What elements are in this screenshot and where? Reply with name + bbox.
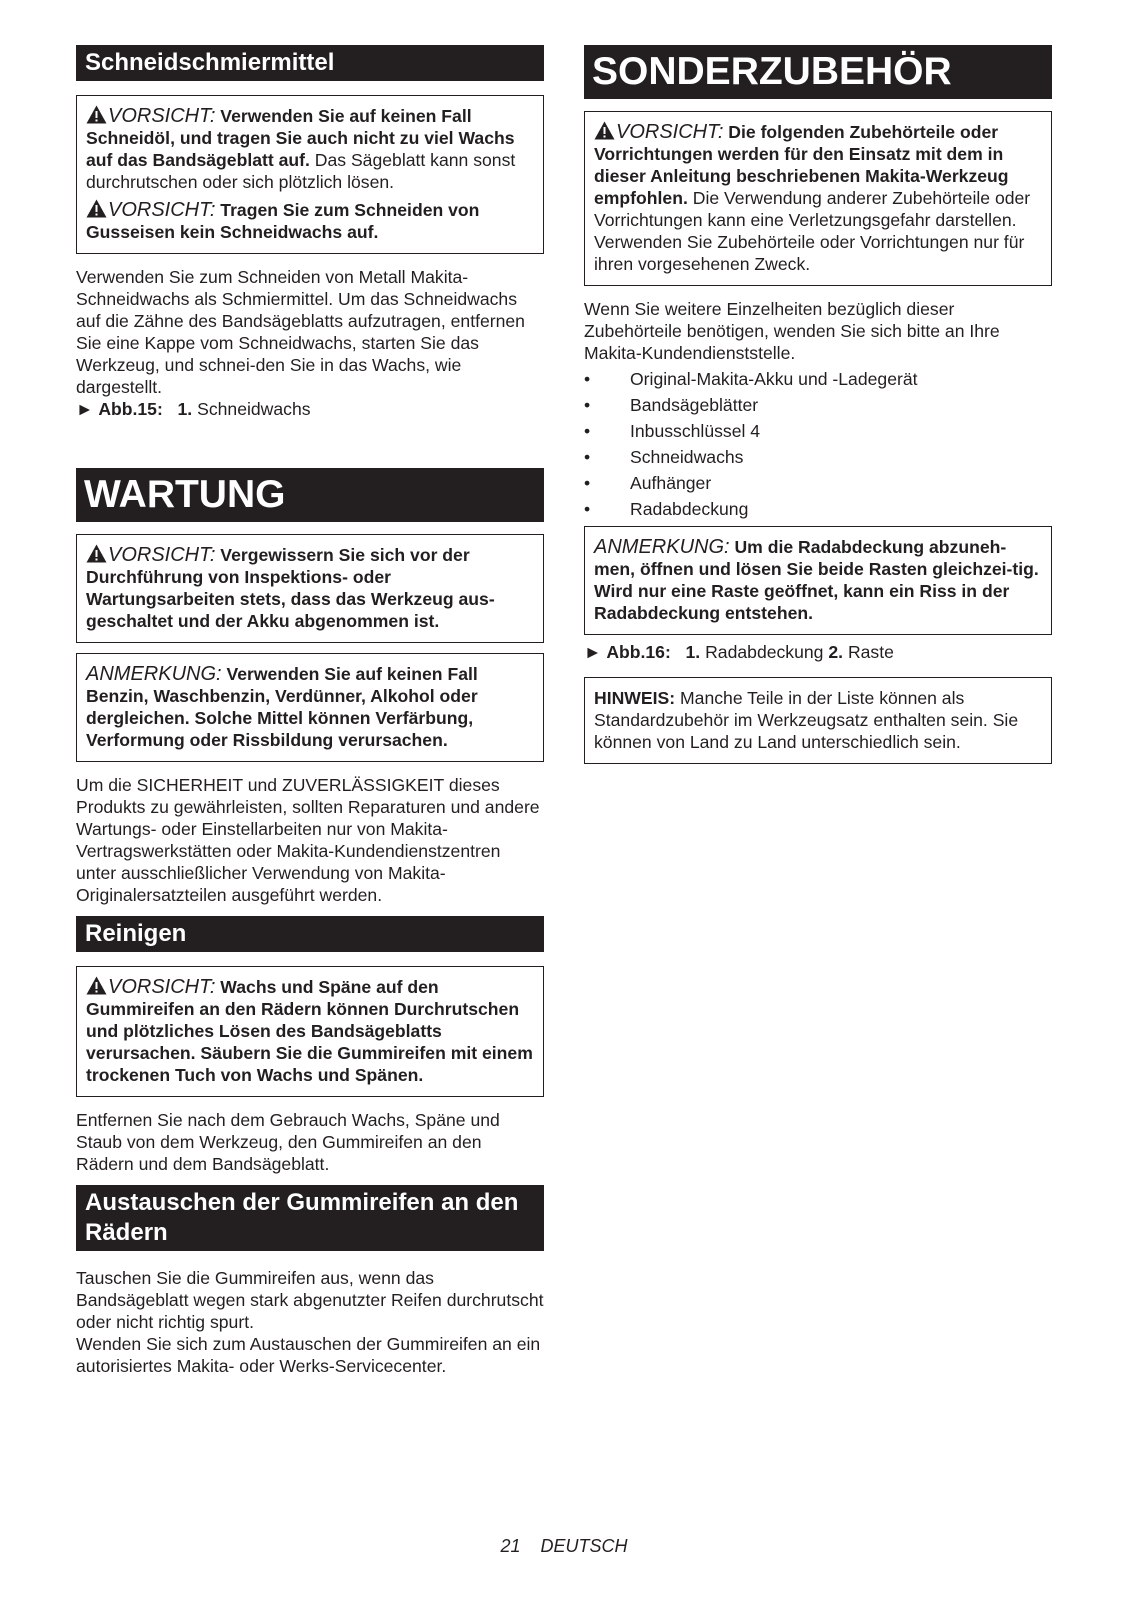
footer-language: DEUTSCH xyxy=(540,1536,628,1556)
figure-reference-16 xyxy=(584,641,1052,663)
caution-text-bold: Tragen Sie zum Schneiden von Gusseisen kein Schneidwachs auf. xyxy=(86,200,480,242)
section-title-schneidschmiermittel: Schneidschmiermittel xyxy=(76,45,544,81)
paragraph-wartung: Um die SICHERHEIT und ZUVERLÄSSIGKEIT dieses Produkts zu gewährleisten, sollten Reparaturen und andere Wartungs- oder Einstellarbeiten nur von Makita-Vertragswerkstätten oder Makita-Kundendienstzentren unter ausschließlicher Verwendung von Makita-Originalersatzteilen ausgeführt werden. xyxy=(76,775,540,905)
page-number: 21 xyxy=(500,1536,521,1556)
figure-item-text: Schneidwachs xyxy=(197,399,311,419)
paragraph-schneidwachs: Verwenden Sie zum Schneiden von Metall Makita-Schneidwachs als Schmiermittel. Um das Schneidwachs auf die Zähne des Bandsägeblatts aufzutragen, entfernen Sie eine Kappe vom Schneidwachs, starten Sie das Werkzeug, und schnei-den Sie in das Wachs, wie dargestellt. xyxy=(76,267,525,397)
caution-label: VORSICHT: xyxy=(108,976,216,998)
section-title-reinigen: Reinigen xyxy=(76,916,544,952)
caution-label: VORSICHT: xyxy=(616,121,724,143)
section-title-wartung: WARTUNG xyxy=(76,468,544,522)
warning-triangle-icon xyxy=(86,544,107,563)
warning-triangle-icon xyxy=(86,199,107,218)
note-text-bold: Um die Radabdeckung abzuneh-men, öffnen und lösen Sie beide Rasten gleichzei-tig. Wird nur eine Raste geöffnet, kann ein Riss in der Radabdeckung entstehen. xyxy=(594,537,1039,623)
hint-label: HINWEIS: xyxy=(594,688,676,708)
section-title-austauschen: Austauschen der Gummireifen an den Rädern xyxy=(76,1185,544,1251)
list-item: • Aufhänger xyxy=(584,470,1052,496)
note-label: ANMERKUNG: xyxy=(594,536,730,558)
paragraph-austauschen-2: Wenden Sie sich zum Austauschen der Gummireifen an ein autorisiertes Makita- oder Werks-Servicecenter. xyxy=(76,1334,541,1376)
note-box-1 xyxy=(76,653,544,762)
paragraph-accessories-intro: Wenn Sie weitere Einzelheiten bezüglich dieser Zubehörteile benötigen, wenden Sie sich bitte an Ihre Makita-Kundendienststelle. xyxy=(584,299,1000,363)
list-item: • Original-Makita-Akku und -Ladegerät xyxy=(584,366,1052,392)
warning-triangle-icon xyxy=(86,976,107,995)
page-footer xyxy=(0,1536,1128,1557)
caution-text-bold: Verwenden Sie auf keinen Fall Schneidöl, und tragen Sie auch nicht zu viel Wachs auf das Bandsägeblatt auf. xyxy=(86,106,515,170)
list-item: • Bandsägeblätter xyxy=(584,392,1052,418)
list-item: • Inbusschlüssel 4 xyxy=(584,418,1052,444)
note-label: ANMERKUNG: xyxy=(86,663,222,685)
caution-text: Die Verwendung anderer Zubehörteile oder Vorrichtungen kann eine Verletzungsgefahr darstellen. Verwenden Sie Zubehörteile oder Vorrichtungen nur für ihren vorgesehenen Zweck. xyxy=(594,188,1031,274)
caution-box-4 xyxy=(76,966,544,1097)
figure-item-number: 1. xyxy=(177,399,193,419)
figure-item-text: Radabdeckung xyxy=(705,642,824,662)
hint-text: Manche Teile in der Liste können als Standardzubehör im Werkzeugsatz enthalten sein. Sie können von Land zu Land unterschiedlich sein. xyxy=(594,688,1019,752)
left-column xyxy=(76,45,544,1377)
accessories-list xyxy=(584,366,1052,522)
list-item: • Schneidwachs xyxy=(584,444,1052,470)
list-item: • Radabdeckung xyxy=(584,496,1052,522)
caution-box-3 xyxy=(76,534,544,643)
note-text-bold: Verwenden Sie auf keinen Fall Benzin, Waschbenzin, Verdünner, Alkohol oder dergleichen. Solche Mittel können Verfärbung, Verformung oder Rissbildung verursachen. xyxy=(86,664,478,750)
caution-box-accessories xyxy=(584,111,1052,286)
arrow-right-icon: ► xyxy=(76,399,94,419)
figure-item-number: 1. xyxy=(685,642,701,662)
figure-label: Abb.15: xyxy=(98,399,163,419)
caution-label: VORSICHT: xyxy=(108,199,216,221)
caution-text: Das Sägeblatt kann sonst durchrutschen oder sich plötzlich lösen. xyxy=(86,150,516,192)
caution-text-bold: Vergewissern Sie sich vor der Durchführung von Inspektions- oder Wartungsarbeiten stets, dass das Werkzeug aus-geschaltet und der Akku abgenommen ist. xyxy=(86,545,495,631)
warning-triangle-icon xyxy=(86,105,107,124)
note-box-accessories xyxy=(584,526,1052,635)
hint-box xyxy=(584,677,1052,764)
figure-item-text: Raste xyxy=(847,642,894,662)
caution-label: VORSICHT: xyxy=(108,105,216,127)
paragraph-reinigen: Entfernen Sie nach dem Gebrauch Wachs, Späne und Staub von dem Werkzeug, den Gummireifen an den Rädern und dem Bandsägeblatt. xyxy=(76,1110,500,1174)
arrow-right-icon: ► xyxy=(584,642,602,662)
caution-box-1 xyxy=(76,95,544,254)
section-title-sonderzubehoer: SONDERZUBEHÖR xyxy=(584,45,1052,99)
caution-label: VORSICHT: xyxy=(108,544,216,566)
figure-item-number: 2. xyxy=(828,642,844,662)
paragraph-austauschen-1: Tauschen Sie die Gummireifen aus, wenn das Bandsägeblatt wegen stark abgenutzter Reifen durchrutscht oder nicht richtig spurt. xyxy=(76,1268,544,1332)
figure-reference-15 xyxy=(76,398,544,420)
figure-label: Abb.16: xyxy=(606,642,671,662)
caution-text-bold: Wachs und Späne auf den Gummireifen an den Rädern können Durchrutschen und plötzliches Lösen des Bandsägeblatts verursachen. Säubern Sie die Gummireifen mit einem trockenen Tuch von Wachs und Spänen. xyxy=(86,977,533,1085)
right-column xyxy=(584,45,1052,764)
caution-text-bold: Die folgenden Zubehörteile oder Vorrichtungen werden für den Einsatz mit dem in dieser Anleitung beschriebenen Makita-Werkzeug empfohlen. xyxy=(594,122,1009,208)
warning-triangle-icon xyxy=(594,121,615,140)
